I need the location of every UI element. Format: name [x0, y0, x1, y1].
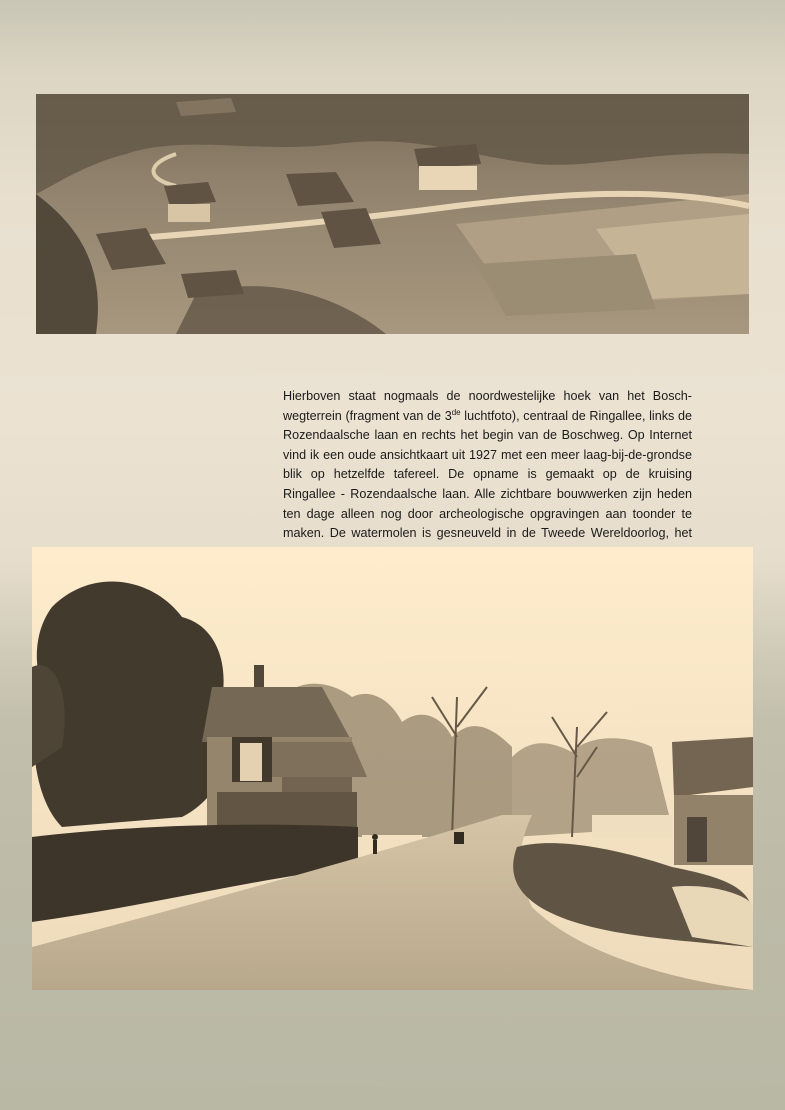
- aerial-photo: [36, 94, 749, 334]
- postcard-photo-image: [32, 547, 753, 990]
- postcard-photo: [32, 547, 753, 990]
- aerial-photo-image: [36, 94, 749, 334]
- caption-text-part1: Hierboven staat nogmaals de noordwestelijke hoek van het Bosch-wegterrein (fragment van de 3: [283, 389, 692, 423]
- caption-text-part2: luchtfoto), centraal de Ringallee, links de Rozendaalsche laan en rechts het begin van de Boschweg. Op Internet vind ik een oude ansichtkaart uit 1927 met een meer laag-bij-de-grondse blik op hetzelfde tafereel. De opname is gemaakt op de kruising Ringallee - Rozendaalsche laan. Alle zichtbare bouwwerken zijn heden ten dage alleen nog door archeologische opgravingen aan toonder te maken. De watermolen is gesneuveld in de Tweede Wereldoorlog, het: [283, 408, 692, 541]
- caption-superscript: de: [451, 407, 461, 417]
